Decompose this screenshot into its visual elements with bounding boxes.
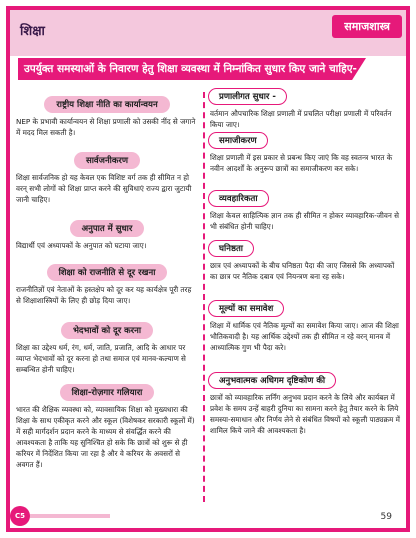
section-title: सार्वजनीकरण bbox=[74, 152, 140, 169]
section-title: अनुपात में सुधार bbox=[70, 220, 145, 237]
section-title: व्यवहारिकता bbox=[208, 190, 269, 207]
section-title: राष्ट्रीय शिक्षा नीति का कार्यान्वयन bbox=[44, 96, 169, 113]
section-body: राजनीतिज्ञों एवं नेताओं के हस्तक्षेप को दूर कर यह कार्यक्षेत्र पूरी तरह से शिक्षाशास्त्रियों के लिए ही छोड़ दिया जाए। bbox=[16, 285, 192, 305]
left-section bbox=[14, 318, 200, 381]
right-section bbox=[208, 128, 404, 180]
header-tag: समाजशास्त्र bbox=[332, 15, 402, 38]
right-section bbox=[208, 368, 404, 442]
footer-badge: C5 bbox=[10, 506, 30, 526]
right-section bbox=[208, 186, 404, 238]
section-body: विद्यार्थी एवं अध्यापकों के अनुपात को घटाया जाए। bbox=[16, 241, 147, 250]
section-body: भारत की शैक्षिक व्यवस्था को, व्यावसायिक शिक्षा को मुख्यधारा की शिक्षा के साथ एकीकृत करने और स्कूल (विशेषकर सरकारी स्कूलों में) में सही मार्गदर्शन प्रदान करने के माध्यम से संवर्द्धित करने की आवश्यकता है ताकि यह सुनिश्चित हो सके कि छात्रों को शुरू से ही करियर में निर्देशित किया जा रहा है और वे करियर के अवसरों से अवगत हैं। bbox=[16, 405, 195, 469]
header-subject: शिक्षा bbox=[20, 24, 45, 39]
section-title: शिक्षा को राजनीति से दूर रखना bbox=[47, 264, 168, 281]
section-title: प्रणालीगत सुधार - bbox=[208, 88, 287, 105]
page-border-bottom bbox=[6, 528, 410, 532]
section-body: छात्र एवं अध्यापकों के बीच घनिष्ठता पैदा की जाए जिससे कि अध्यापकों का छात्र पर नैतिक दबाव एवं नियन्त्रण बना रह सके। bbox=[210, 261, 395, 281]
right-section bbox=[208, 236, 404, 288]
section-body: शिक्षा केवल साहित्यिक ज्ञान तक ही सीमित न होकर व्यावहारिक-जीवन से भी संबंधित होनी चाहिए। bbox=[210, 211, 400, 231]
section-body: शिक्षा सार्वजनिक हो यह केवल एक विशिष्ट वर्ग तक ही सीमित न हो वरन् सभी लोगों को शिक्षा प्राप्त करने की सुविधाएं राज्य द्वारा जुटायी जानी चाहिए। bbox=[16, 173, 192, 204]
section-title: शिक्षा-रोज़गार गलियारा bbox=[60, 384, 155, 401]
section-title: घनिष्ठता bbox=[208, 240, 254, 257]
section-body: शिक्षा प्रणाली में इस प्रकार से प्रबन्ध किए जाएं कि वह स्वतन्त्र भारत के नवीन आदर्शों के अनुरूप छात्रों का समाजीकरण कर सके। bbox=[210, 153, 393, 173]
page-border-left bbox=[6, 6, 10, 530]
column-divider bbox=[203, 92, 205, 502]
right-section bbox=[208, 296, 404, 359]
section-title: भेदभावों को दूर करना bbox=[61, 322, 153, 339]
section-body: वर्तमान औपचारिक शिक्षा प्रणाली में प्रचलित परीक्षा प्रणाली में परिवर्तन किया जाए। bbox=[210, 109, 392, 129]
section-title: मूल्यों का समावेश bbox=[208, 300, 284, 317]
section-body: छात्रों को व्यावहारिक लर्निंग अनुभव प्रदान करने के लिये और कार्यबल में प्रवेश के समय उन्हें बाहरी दुनिया का सामना करने हेतु तैयार करने के लिये समस्या-समाधान और निर्णय लेने से संबंधित विषयों को स्कूली पाठ्यक्रम में शामिल किये जाने की आवश्यकता है। bbox=[210, 393, 400, 435]
left-section bbox=[14, 380, 200, 476]
section-body: शिक्षा में धार्मिक एवं नैतिक मूल्यों का समावेश किया जाए। आज की शिक्षा भौतिकवादी है। यह आर्थिक उद्देश्यों तक ही सीमित न रहे वरन् मानव में आध्यात्मिक गुण भी पैदा करे। bbox=[210, 321, 399, 352]
section-title: अनुभवात्मक अधिगम दृष्टिकोण की bbox=[208, 372, 336, 389]
page-border-right bbox=[406, 6, 410, 530]
left-section bbox=[14, 92, 200, 144]
left-section bbox=[14, 216, 200, 257]
intro-banner-text: उपर्युक्त समस्याओं के निवारण हेतु शिक्षा व्यवस्था में निम्नांकित सुधार किए जाने चाहिए- bbox=[24, 63, 357, 75]
section-title: समाजीकरण bbox=[208, 132, 268, 149]
section-body: शिक्षा का उद्देश्य धर्म, रंग, धर्म, जाति, प्रजाति, आदि के आधार पर व्याप्त भेदभावों को दूर करना हो तथा समाज एवं मानव-कल्याण से सम्बन्धित होनी चाहिए। bbox=[16, 343, 186, 374]
left-section bbox=[14, 260, 200, 312]
page-number: 59 bbox=[380, 512, 392, 522]
footer-bar bbox=[30, 514, 110, 518]
left-section bbox=[14, 148, 200, 211]
section-body: NEP के प्रभावी कार्यान्वयन से शिक्षा प्रणाली को उसकी नींद से जगाने में मदद मिल सकती है। bbox=[16, 117, 196, 137]
